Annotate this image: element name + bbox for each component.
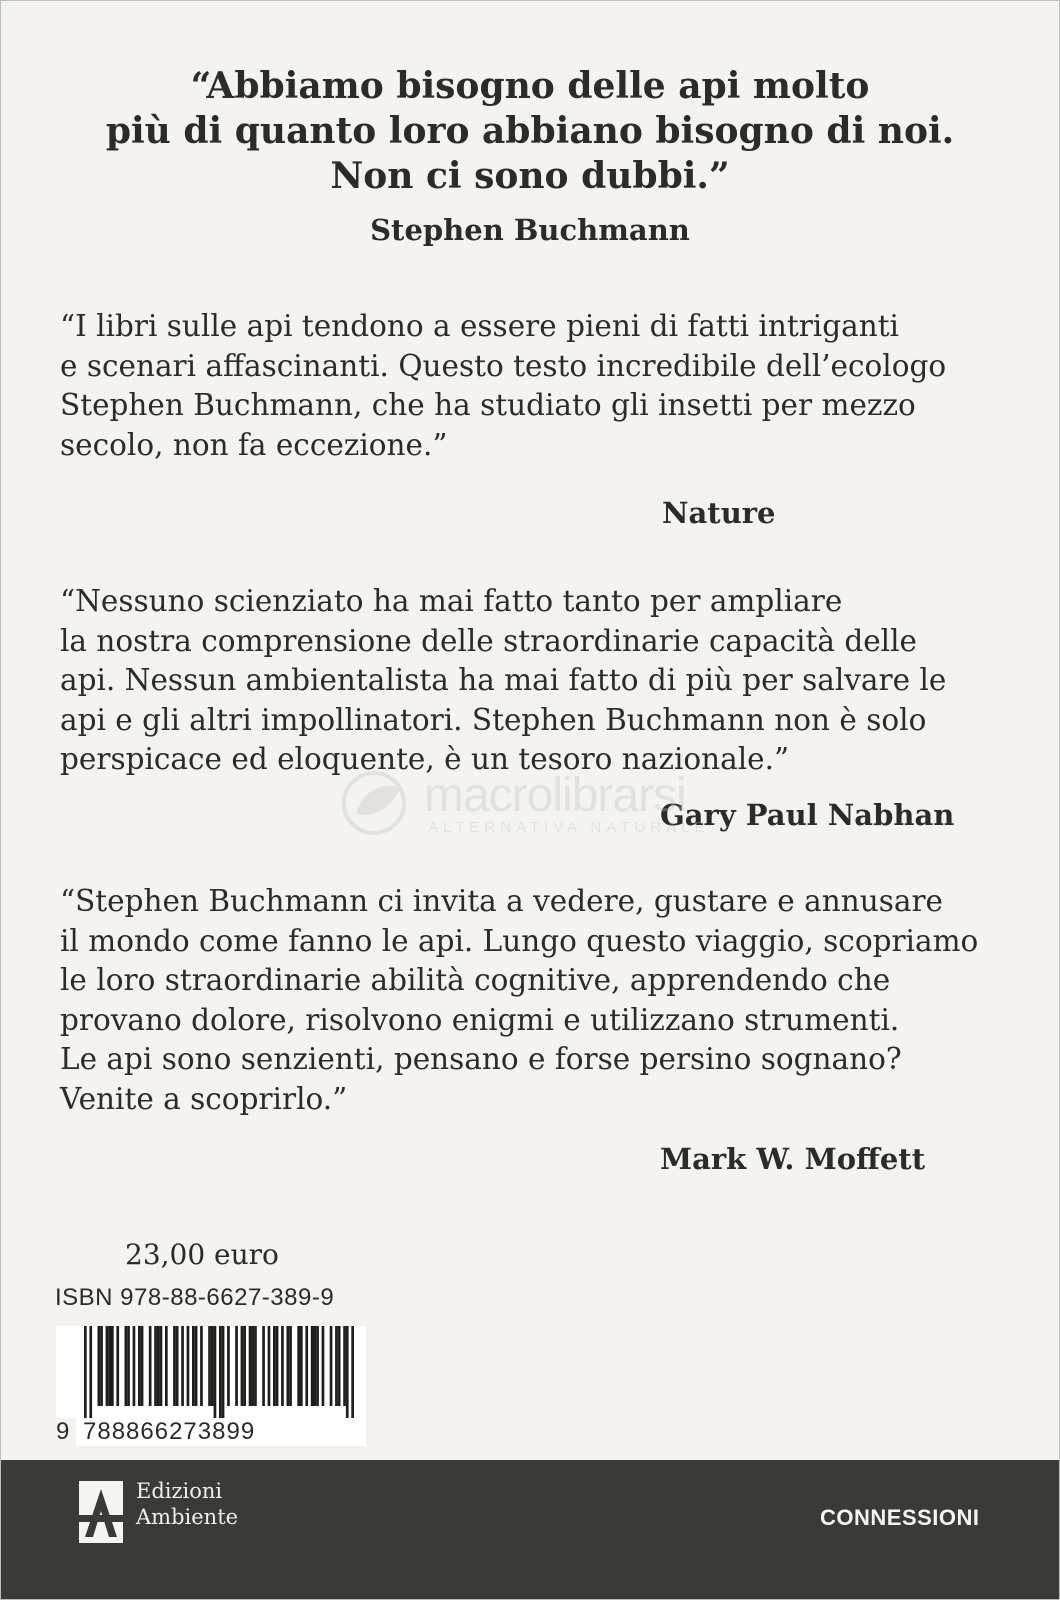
barcode-bar xyxy=(289,1326,292,1406)
barcode-bar xyxy=(343,1326,346,1406)
barcode-bar xyxy=(287,1326,290,1406)
review-line: api e gli altri impollinatori. Stephen Buchmann non è solo xyxy=(60,702,927,737)
barcode-bars xyxy=(56,1326,366,1418)
barcode-bar xyxy=(227,1326,230,1406)
barcode-bar xyxy=(214,1326,217,1418)
barcode-bar xyxy=(305,1326,308,1406)
review-line: la nostra comprensione delle straordinarie capacità delle xyxy=(60,623,917,658)
barcode-bar xyxy=(127,1326,130,1406)
price: 23,00 euro xyxy=(125,1238,279,1271)
main-quote-author: Stephen Buchmann xyxy=(370,213,690,247)
barcode-bar xyxy=(276,1326,279,1406)
main-quote-line: “Abbiamo bisogno delle api molto xyxy=(190,65,870,107)
review-line: il mondo come fanno le api. Lungo questo viaggio, scopriamo xyxy=(60,923,979,958)
barcode-bar xyxy=(111,1326,114,1406)
barcode-bar xyxy=(273,1326,276,1406)
series-name: CONNESSIONI xyxy=(820,1505,980,1530)
barcode-bar xyxy=(160,1326,163,1406)
review-line: perspicace ed eloquente, è un tesoro nazionale.” xyxy=(60,742,790,776)
review-line: “I libri sulle api tendono a essere pieni di fatti intriganti xyxy=(60,309,899,343)
barcode-bar xyxy=(106,1326,109,1406)
review-line: provano dolore, risolvono enigmi e utilizzano strumenti. xyxy=(60,1002,900,1037)
barcode-bar xyxy=(249,1326,252,1406)
barcode-bar xyxy=(173,1326,176,1406)
barcode-bar xyxy=(181,1326,184,1406)
review-line: le loro straordinarie abilità cognitive, apprendendo che xyxy=(60,963,891,997)
barcode-bar xyxy=(195,1326,198,1406)
barcode-bar xyxy=(192,1326,195,1406)
barcode-bar xyxy=(330,1326,333,1406)
barcode-bar xyxy=(154,1326,157,1406)
review-line: Le api sono senzienti, pensano e forse persino sognano? xyxy=(60,1042,902,1076)
barcode-bar xyxy=(351,1326,354,1418)
barcode-bar xyxy=(297,1326,300,1406)
barcode-bar xyxy=(187,1326,190,1406)
main-quote xyxy=(0,64,1060,199)
publisher-line: Edizioni xyxy=(136,1479,223,1503)
review-source: Nature xyxy=(662,496,776,530)
barcode-bar xyxy=(219,1326,222,1418)
barcode-bar xyxy=(100,1326,103,1406)
main-quote-line: Non ci sono dubbi.” xyxy=(330,155,730,197)
barcode-bar xyxy=(108,1326,111,1406)
review-line: Stephen Buchmann, che ha studiato gli insetti per mezzo xyxy=(60,388,916,422)
barcode-bar xyxy=(235,1326,238,1406)
barcode-bar xyxy=(281,1326,284,1406)
barcode-bar xyxy=(89,1326,92,1418)
main-quote-line: più di quanto loro abbiano bisogno di noi. xyxy=(105,110,955,152)
barcode-first-digit: 9 xyxy=(56,1418,76,1446)
barcode-bar xyxy=(84,1326,87,1418)
barcode-bar xyxy=(165,1326,168,1406)
barcode-bar xyxy=(268,1326,271,1406)
barcode-bar xyxy=(200,1326,203,1406)
barcode-bar xyxy=(251,1326,254,1406)
review-source: Gary Paul Nabhan xyxy=(660,798,955,832)
barcode-bar xyxy=(314,1326,317,1406)
barcode-bar xyxy=(133,1326,136,1406)
barcode-bar xyxy=(254,1326,257,1406)
review-nabhan xyxy=(60,582,1020,780)
barcode-bar xyxy=(116,1326,119,1406)
barcode-bar xyxy=(311,1326,314,1406)
watermark-tagline: ALTERNATIVA NATURALE xyxy=(428,819,710,836)
barcode-bar xyxy=(316,1326,319,1406)
publisher-line: Ambiente xyxy=(136,1505,239,1529)
barcode-bar xyxy=(208,1326,211,1406)
review-line: “Nessuno scienziato ha mai fatto tanto per ampliare xyxy=(60,584,843,618)
barcode-bar xyxy=(262,1326,265,1406)
barcode-bar xyxy=(322,1326,325,1406)
barcode-bar xyxy=(338,1326,341,1406)
barcode-bar xyxy=(346,1326,349,1418)
barcode-bar xyxy=(335,1326,338,1406)
review-line: Venite a scoprirlo.” xyxy=(60,1081,348,1116)
barcode-bar xyxy=(241,1326,244,1406)
barcode-bar xyxy=(222,1326,225,1418)
barcode-bar xyxy=(98,1326,101,1406)
barcode-bar xyxy=(157,1326,160,1406)
barcode-bar xyxy=(176,1326,179,1406)
barcode-bar xyxy=(211,1326,214,1406)
review-line: secolo, non fa eccezione.” xyxy=(60,427,448,462)
barcode-bar xyxy=(141,1326,144,1406)
barcode-digits xyxy=(56,1418,366,1450)
review-line: e scenari affascinanti. Questo testo incredibile dell’ecologo xyxy=(60,348,947,383)
review-line: api. Nessun ambientalista ha mai fatto di più per salvare le xyxy=(60,663,947,697)
barcode-bar xyxy=(125,1326,128,1406)
publisher-logo-icon xyxy=(79,1481,123,1543)
barcode-bar xyxy=(243,1326,246,1406)
barcode-number: 788866273899 xyxy=(80,1418,258,1446)
review-source: Mark W. Moffett xyxy=(660,1142,926,1176)
publisher-name xyxy=(136,1478,238,1530)
watermark-name: macrolibrarsi xyxy=(424,769,686,822)
barcode-bar xyxy=(300,1326,303,1406)
review-nature xyxy=(60,307,1020,465)
isbn: ISBN 978-88-6627-389-9 xyxy=(55,1284,335,1311)
barcode-bar xyxy=(138,1326,141,1406)
barcode-bar xyxy=(149,1326,152,1406)
review-line: “Stephen Buchmann ci invita a vedere, gustare e annusare xyxy=(60,884,943,918)
review-moffett xyxy=(60,882,1020,1119)
